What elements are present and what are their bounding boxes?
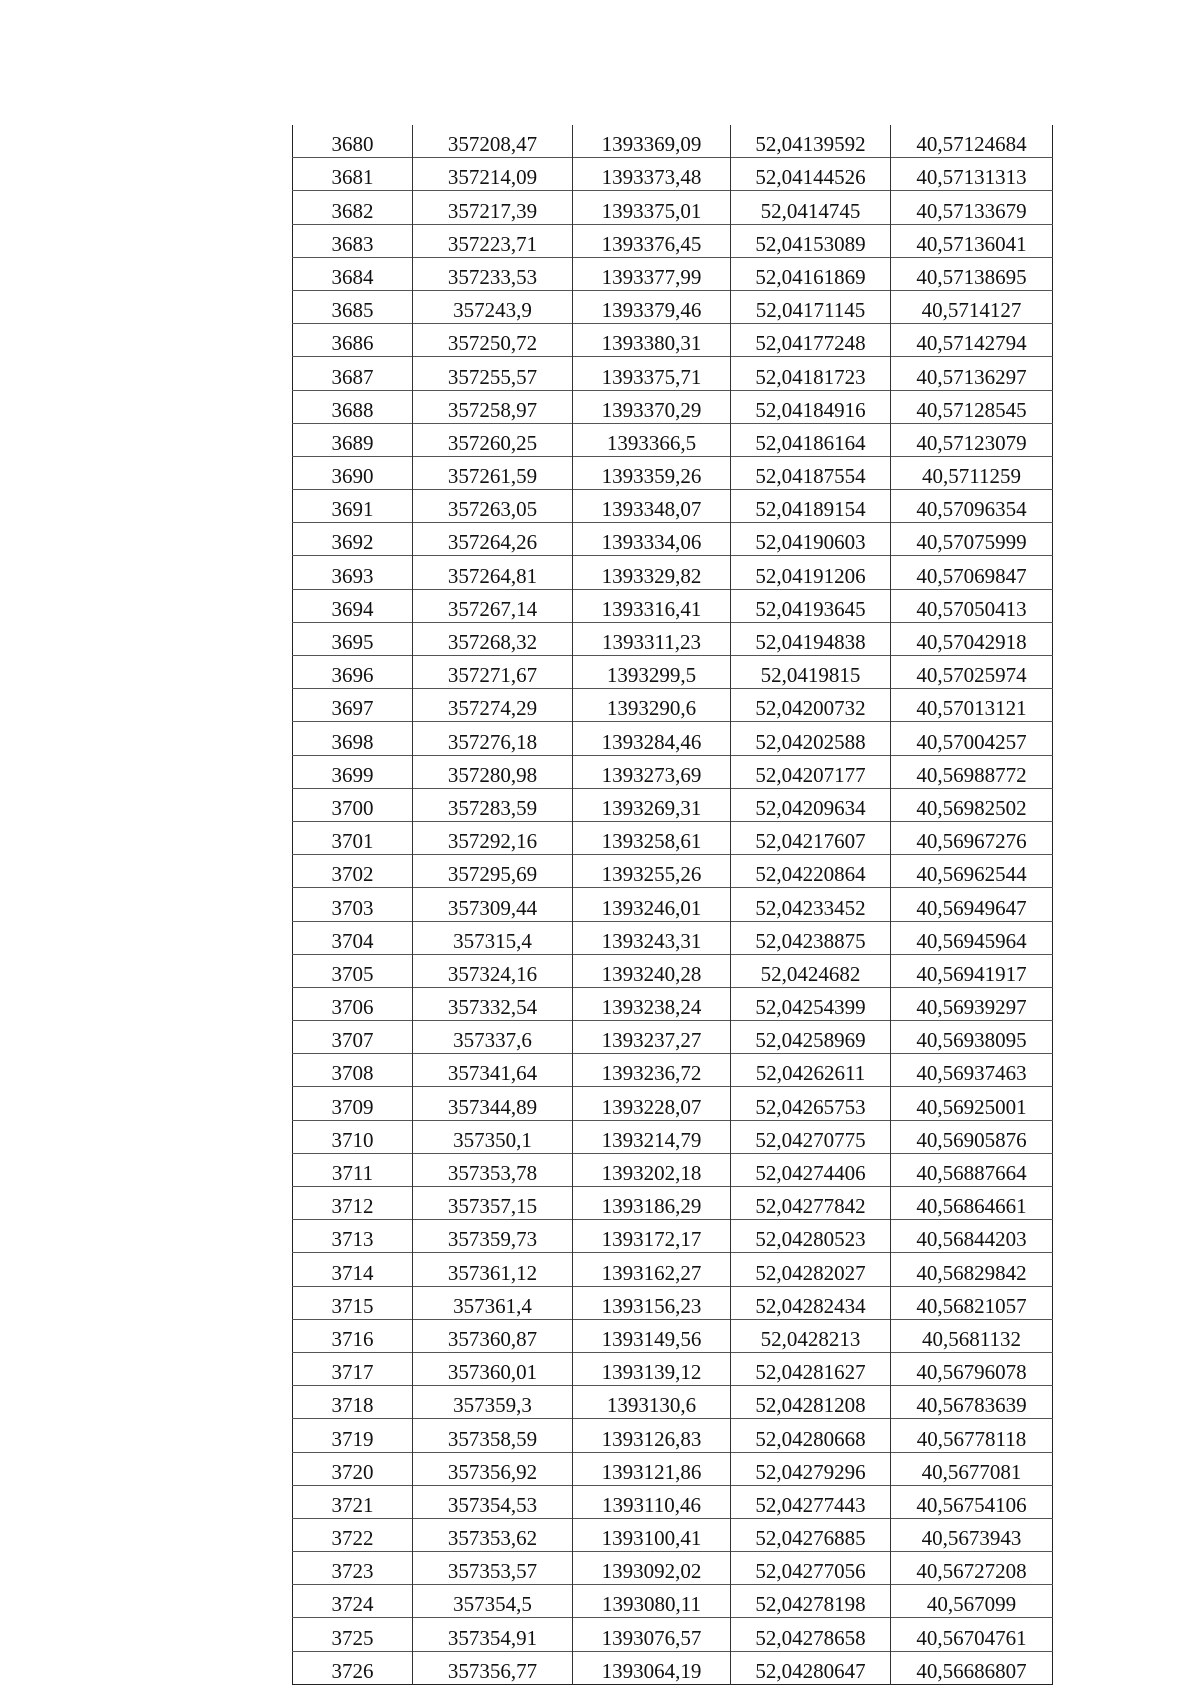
x-coordinate-cell: 357271,67 [413,656,573,689]
longitude-cell: 40,56988772 [891,755,1053,788]
point-number-cell: 3693 [293,556,413,589]
latitude-cell: 52,04281627 [731,1352,891,1385]
point-number-cell: 3692 [293,523,413,556]
longitude-cell: 40,57136297 [891,357,1053,390]
latitude-cell: 52,04200732 [731,689,891,722]
longitude-cell: 40,56686807 [891,1651,1053,1684]
point-number-cell: 3697 [293,689,413,722]
x-coordinate-cell: 357353,62 [413,1518,573,1551]
table-row [293,1187,1053,1220]
x-coordinate-cell: 357315,4 [413,921,573,954]
longitude-cell: 40,56783639 [891,1386,1053,1419]
latitude-cell: 52,04265753 [731,1087,891,1120]
table-row [293,456,1053,489]
x-coordinate-cell: 357354,91 [413,1618,573,1651]
longitude-cell: 40,56864661 [891,1187,1053,1220]
latitude-cell: 52,04161869 [731,257,891,290]
point-number-cell: 3701 [293,821,413,854]
y-coordinate-cell: 1393162,27 [573,1253,731,1286]
latitude-cell: 52,0428213 [731,1319,891,1352]
point-number-cell: 3716 [293,1319,413,1352]
x-coordinate-cell: 357217,39 [413,191,573,224]
table-row [293,755,1053,788]
latitude-cell: 52,04270775 [731,1120,891,1153]
y-coordinate-cell: 1393126,83 [573,1419,731,1452]
longitude-cell: 40,57096354 [891,490,1053,523]
y-coordinate-cell: 1393228,07 [573,1087,731,1120]
y-coordinate-cell: 1393243,31 [573,921,731,954]
point-number-cell: 3694 [293,589,413,622]
table-row [293,423,1053,456]
point-number-cell: 3687 [293,357,413,390]
y-coordinate-cell: 1393334,06 [573,523,731,556]
y-coordinate-cell: 1393284,46 [573,722,731,755]
table-row [293,523,1053,556]
table-row [293,689,1053,722]
point-number-cell: 3680 [331,132,374,157]
y-coordinate-cell: 1393316,41 [573,589,731,622]
longitude-cell: 40,57142794 [891,324,1053,357]
x-coordinate-cell: 357360,87 [413,1319,573,1352]
longitude-cell: 40,56982502 [891,788,1053,821]
latitude-cell: 52,04202588 [731,722,891,755]
point-number-cell: 3711 [293,1153,413,1186]
point-number-cell: 3709 [293,1087,413,1120]
longitude-cell: 40,56925001 [891,1087,1053,1120]
table-row [293,490,1053,523]
latitude-cell: 52,04280523 [731,1220,891,1253]
point-number-cell: 3721 [293,1485,413,1518]
y-coordinate-cell: 1393156,23 [573,1286,731,1319]
longitude-cell: 40,5673943 [891,1518,1053,1551]
table-row [293,888,1053,921]
x-coordinate-cell: 357341,64 [413,1054,573,1087]
latitude-cell: 52,04277842 [731,1187,891,1220]
y-coordinate-cell: 1393202,18 [573,1153,731,1186]
y-coordinate-cell: 1393255,26 [573,855,731,888]
longitude-cell: 40,56778118 [891,1419,1053,1452]
latitude-cell: 52,04262611 [731,1054,891,1087]
latitude-cell: 52,04194838 [731,622,891,655]
point-number-cell: 3691 [293,490,413,523]
latitude-cell: 52,04209634 [731,788,891,821]
longitude-cell: 40,56941917 [891,954,1053,987]
y-coordinate-cell: 1393130,6 [573,1386,731,1419]
y-coordinate-cell: 1393238,24 [573,987,731,1020]
table-row [293,1220,1053,1253]
y-coordinate-cell: 1393214,79 [573,1120,731,1153]
point-number-cell: 3714 [293,1253,413,1286]
y-coordinate-cell: 1393237,27 [573,1021,731,1054]
y-coordinate-cell: 1393377,99 [573,257,731,290]
x-coordinate-cell: 357356,77 [413,1651,573,1684]
x-coordinate-cell: 357357,15 [413,1187,573,1220]
latitude-cell: 52,04153089 [731,224,891,257]
x-coordinate-cell: 357260,25 [413,423,573,456]
point-number-cell: 3682 [293,191,413,224]
table-row [293,191,1053,224]
latitude-cell: 52,04177248 [731,324,891,357]
y-coordinate-cell: 1393139,12 [573,1352,731,1385]
longitude-cell: 40,56905876 [891,1120,1053,1153]
table-row [293,589,1053,622]
latitude-cell: 52,04171145 [731,290,891,323]
x-coordinate-cell: 357283,59 [413,788,573,821]
x-coordinate-cell: 357255,57 [413,357,573,390]
latitude-cell: 52,04233452 [731,888,891,921]
x-coordinate-cell: 357360,01 [413,1352,573,1385]
point-number-cell: 3707 [293,1021,413,1054]
x-coordinate-cell: 357353,78 [413,1153,573,1186]
longitude-cell: 40,56754106 [891,1485,1053,1518]
point-number-cell: 3704 [293,921,413,954]
y-coordinate-cell: 1393149,56 [573,1319,731,1352]
y-coordinate-cell: 1393080,11 [573,1585,731,1618]
y-coordinate-cell: 1393269,31 [573,788,731,821]
latitude-cell: 52,04220864 [731,855,891,888]
point-number-cell: 3724 [293,1585,413,1618]
table-row [293,1021,1053,1054]
latitude-cell: 52,04282434 [731,1286,891,1319]
point-number-cell: 3717 [293,1352,413,1385]
latitude-cell: 52,04281208 [731,1386,891,1419]
table-row [293,1153,1053,1186]
y-coordinate-cell: 1393379,46 [573,290,731,323]
latitude-cell: 52,04280668 [731,1419,891,1452]
point-number-cell: 3695 [293,622,413,655]
longitude-cell: 40,57131313 [891,158,1053,191]
table-row [293,921,1053,954]
point-number-cell: 3681 [293,158,413,191]
point-number-cell: 3689 [293,423,413,456]
y-coordinate-cell: 1393299,5 [573,656,731,689]
point-number-cell: 3688 [293,390,413,423]
longitude-cell: 40,57138695 [891,257,1053,290]
y-coordinate-cell: 1393370,29 [573,390,731,423]
x-coordinate-cell: 357264,26 [413,523,573,556]
x-coordinate-cell: 357295,69 [413,855,573,888]
x-coordinate-cell: 357350,1 [413,1120,573,1153]
point-number-cell: 3696 [293,656,413,689]
point-number-cell: 3720 [293,1452,413,1485]
x-coordinate-cell: 357243,9 [413,290,573,323]
y-coordinate-cell: 1393236,72 [573,1054,731,1087]
longitude-cell: 40,57124684 [891,125,1053,158]
x-coordinate-cell: 357267,14 [413,589,573,622]
point-number-cell: 3725 [293,1618,413,1651]
y-coordinate-cell: 1393366,5 [573,423,731,456]
longitude-cell: 40,5714127 [891,290,1053,323]
longitude-cell: 40,57136041 [891,224,1053,257]
longitude-cell: 40,57004257 [891,722,1053,755]
longitude-cell: 40,56945964 [891,921,1053,954]
table-row [293,788,1053,821]
latitude-cell: 52,04277443 [731,1485,891,1518]
point-number-cell: 3686 [293,324,413,357]
longitude-cell: 40,57133679 [891,191,1053,224]
point-number-cell: 3726 [293,1651,413,1684]
table-row [293,125,1053,158]
y-coordinate-cell: 1393348,07 [573,490,731,523]
x-coordinate-cell: 357261,59 [413,456,573,489]
table-row [293,1419,1053,1452]
table-row [293,290,1053,323]
table-row [293,390,1053,423]
latitude-cell: 52,04193645 [731,589,891,622]
latitude-cell: 52,0414745 [731,191,891,224]
table-row [293,987,1053,1020]
latitude-cell: 52,04186164 [731,423,891,456]
table-row [293,1452,1053,1485]
longitude-cell: 40,56821057 [891,1286,1053,1319]
point-number-cell: 3685 [293,290,413,323]
table-row [293,656,1053,689]
point-number-cell: 3706 [293,987,413,1020]
longitude-cell: 40,57075999 [891,523,1053,556]
x-coordinate-cell: 357353,57 [413,1552,573,1585]
point-number-cell: 3702 [293,855,413,888]
longitude-cell: 40,56887664 [891,1153,1053,1186]
longitude-cell: 40,56962544 [891,855,1053,888]
latitude-cell: 52,04277056 [731,1552,891,1585]
y-coordinate-cell: 1393329,82 [573,556,731,589]
longitude-cell: 40,56949647 [891,888,1053,921]
y-coordinate-cell: 1393240,28 [573,954,731,987]
x-coordinate-cell: 357276,18 [413,722,573,755]
longitude-cell: 40,57013121 [891,689,1053,722]
latitude-cell: 52,04280647 [731,1651,891,1684]
table-row [293,1618,1053,1651]
point-number-cell: 3712 [293,1187,413,1220]
latitude-cell: 52,04207177 [731,755,891,788]
latitude-cell: 52,04282027 [731,1253,891,1286]
point-number-cell: 3708 [293,1054,413,1087]
y-coordinate-cell: 1393311,23 [573,622,731,655]
point-number-cell: 3719 [293,1419,413,1452]
table-row [293,1120,1053,1153]
latitude-cell: 52,0419815 [731,656,891,689]
y-coordinate-cell: 1393121,86 [573,1452,731,1485]
x-coordinate-cell: 357358,59 [413,1419,573,1452]
latitude-cell: 52,0424682 [731,954,891,987]
latitude-cell: 52,04278658 [731,1618,891,1651]
coordinates-table-body [293,125,1053,1684]
table-row [293,324,1053,357]
table-row [293,224,1053,257]
table-row [293,357,1053,390]
y-coordinate-cell: 1393375,01 [573,191,731,224]
latitude-cell: 52,04258969 [731,1021,891,1054]
point-number-cell: 3723 [293,1552,413,1585]
latitude-cell: 52,04274406 [731,1153,891,1186]
y-coordinate-cell: 1393380,31 [573,324,731,357]
x-coordinate-cell: 357361,12 [413,1253,573,1286]
longitude-cell: 40,56844203 [891,1220,1053,1253]
latitude-cell: 52,04238875 [731,921,891,954]
table-row [293,1518,1053,1551]
table-row [293,1552,1053,1585]
x-coordinate-cell: 357208,47 [413,125,573,158]
table-row [293,821,1053,854]
longitude-cell: 40,57123079 [891,423,1053,456]
x-coordinate-cell: 357359,73 [413,1220,573,1253]
latitude-cell: 52,04189154 [731,490,891,523]
x-coordinate-cell: 357354,5 [413,1585,573,1618]
y-coordinate-cell: 1393100,41 [573,1518,731,1551]
latitude-cell: 52,04276885 [731,1518,891,1551]
table-row [293,1386,1053,1419]
latitude-cell: 52,04278198 [731,1585,891,1618]
latitude-cell: 52,04181723 [731,357,891,390]
table-row [293,1253,1053,1286]
x-coordinate-cell: 357258,97 [413,390,573,423]
longitude-cell: 40,5711259 [891,456,1053,489]
latitude-cell: 52,04139592 [731,125,891,158]
x-coordinate-cell: 357250,72 [413,324,573,357]
x-coordinate-cell: 357223,71 [413,224,573,257]
table-row [293,855,1053,888]
table-row [293,1286,1053,1319]
x-coordinate-cell: 357309,44 [413,888,573,921]
point-number-cell: 3713 [293,1220,413,1253]
y-coordinate-cell: 1393290,6 [573,689,731,722]
table-row [293,954,1053,987]
x-coordinate-cell: 357280,98 [413,755,573,788]
longitude-cell: 40,57128545 [891,390,1053,423]
point-number-cell: 3705 [293,954,413,987]
x-coordinate-cell: 357356,92 [413,1452,573,1485]
y-coordinate-cell: 1393092,02 [573,1552,731,1585]
table-row [293,1087,1053,1120]
latitude-cell: 52,04190603 [731,523,891,556]
table-row [293,622,1053,655]
point-number-cell: 3700 [293,788,413,821]
y-coordinate-cell: 1393246,01 [573,888,731,921]
longitude-cell: 40,56967276 [891,821,1053,854]
x-coordinate-cell: 357233,53 [413,257,573,290]
latitude-cell: 52,04254399 [731,987,891,1020]
point-number-cell: 3690 [293,456,413,489]
longitude-cell: 40,56938095 [891,1021,1053,1054]
longitude-cell: 40,56939297 [891,987,1053,1020]
longitude-cell: 40,57069847 [891,556,1053,589]
point-number-cell: 3699 [293,755,413,788]
table-row [293,556,1053,589]
x-coordinate-cell: 357354,53 [413,1485,573,1518]
y-coordinate-cell: 1393376,45 [573,224,731,257]
table-row [293,1485,1053,1518]
point-number-cell: 3710 [293,1120,413,1153]
x-coordinate-cell: 357214,09 [413,158,573,191]
y-coordinate-cell: 1393369,09 [573,125,731,158]
x-coordinate-cell: 357359,3 [413,1386,573,1419]
latitude-cell: 52,04191206 [731,556,891,589]
longitude-cell: 40,56829842 [891,1253,1053,1286]
y-coordinate-cell: 1393186,29 [573,1187,731,1220]
y-coordinate-cell: 1393375,71 [573,357,731,390]
latitude-cell: 52,04217607 [731,821,891,854]
point-number-cell: 3722 [293,1518,413,1551]
x-coordinate-cell: 357263,05 [413,490,573,523]
latitude-cell: 52,04144526 [731,158,891,191]
longitude-cell: 40,57050413 [891,589,1053,622]
y-coordinate-cell: 1393076,57 [573,1618,731,1651]
longitude-cell: 40,57042918 [891,622,1053,655]
x-coordinate-cell: 357344,89 [413,1087,573,1120]
y-coordinate-cell: 1393172,17 [573,1220,731,1253]
y-coordinate-cell: 1393273,69 [573,755,731,788]
longitude-cell: 40,56796078 [891,1352,1053,1385]
table-row [293,1352,1053,1385]
x-coordinate-cell: 357332,54 [413,987,573,1020]
longitude-cell: 40,5677081 [891,1452,1053,1485]
table-row [293,1585,1053,1618]
table-row [293,257,1053,290]
table-row [293,158,1053,191]
x-coordinate-cell: 357268,32 [413,622,573,655]
longitude-cell: 40,56727208 [891,1552,1053,1585]
longitude-cell: 40,5681132 [891,1319,1053,1352]
table-row [293,1054,1053,1087]
x-coordinate-cell: 357324,16 [413,954,573,987]
latitude-cell: 52,04187554 [731,456,891,489]
point-number-cell: 3703 [293,888,413,921]
point-number-cell: 3715 [293,1286,413,1319]
longitude-cell: 40,56937463 [891,1054,1053,1087]
longitude-cell: 40,567099 [891,1585,1053,1618]
x-coordinate-cell: 357361,4 [413,1286,573,1319]
x-coordinate-cell: 357337,6 [413,1021,573,1054]
y-coordinate-cell: 1393064,19 [573,1651,731,1684]
point-number-cell: 3683 [293,224,413,257]
y-coordinate-cell: 1393373,48 [573,158,731,191]
coordinates-table [292,125,1053,1685]
longitude-cell: 40,57025974 [891,656,1053,689]
longitude-cell: 40,56704761 [891,1618,1053,1651]
table-row [293,1319,1053,1352]
point-number-cell: 3718 [293,1386,413,1419]
x-coordinate-cell: 357274,29 [413,689,573,722]
y-coordinate-cell: 1393110,46 [573,1485,731,1518]
table-row [293,722,1053,755]
table-row [293,1651,1053,1684]
x-coordinate-cell: 357264,81 [413,556,573,589]
point-number-cell: 3698 [293,722,413,755]
latitude-cell: 52,04279296 [731,1452,891,1485]
latitude-cell: 52,04184916 [731,390,891,423]
x-coordinate-cell: 357292,16 [413,821,573,854]
point-number-cell: 3684 [293,257,413,290]
y-coordinate-cell: 1393359,26 [573,456,731,489]
y-coordinate-cell: 1393258,61 [573,821,731,854]
